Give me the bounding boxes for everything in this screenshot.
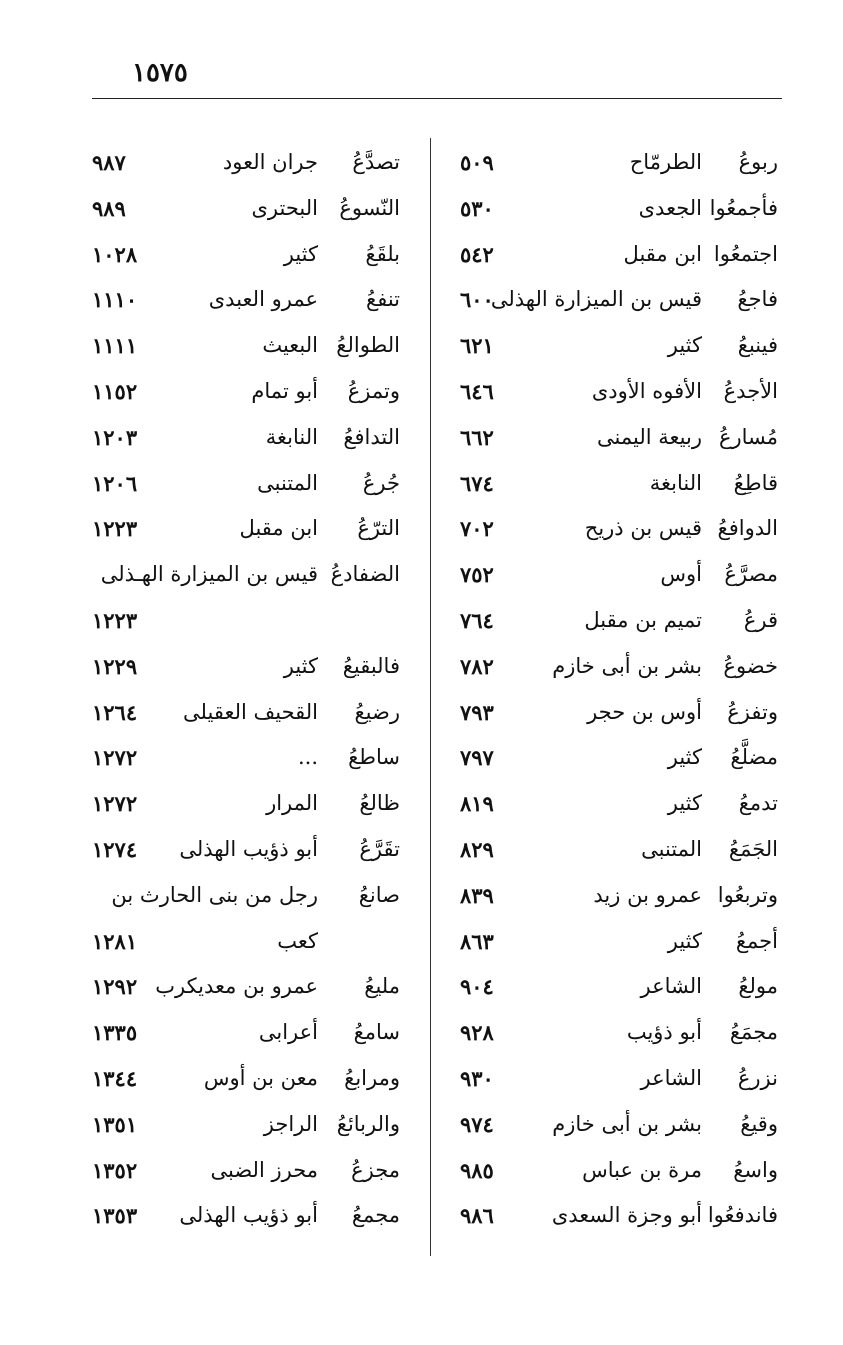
index-entry xyxy=(460,1193,778,1239)
poet-name: البعيث xyxy=(262,333,318,358)
index-entry xyxy=(460,598,778,644)
rhyme-word: النّسوعُ xyxy=(339,195,400,220)
rhyme-word: أجمعُ xyxy=(735,928,778,953)
rhyme-word: التدافعُ xyxy=(343,424,400,449)
index-entry xyxy=(460,827,778,873)
index-entry xyxy=(92,277,400,323)
poet-name: أوس بن حجر xyxy=(587,699,702,724)
page-reference: ١٢٧٢ xyxy=(92,791,138,817)
index-entry xyxy=(460,964,778,1010)
rhyme-word: مليعُ xyxy=(364,974,400,999)
page-reference: ٦٤٦ xyxy=(460,378,494,404)
rhyme-word: تصدَّعُ xyxy=(352,150,400,174)
rhyme-word: ربوعُ xyxy=(738,150,778,174)
poet-name: أبو تمام xyxy=(251,378,318,403)
rhyme-word: تدمعُ xyxy=(738,791,778,816)
index-entry xyxy=(92,919,400,965)
page-reference: ١٢٢٣ xyxy=(92,516,138,542)
rhyme-word: فاجعُ xyxy=(737,287,778,312)
page-reference: ٨١٩ xyxy=(460,791,494,817)
poet-name: بشر بن أبى خازم xyxy=(552,653,702,678)
poet-name: الراجز xyxy=(263,1111,318,1136)
poet-name: الشاعر xyxy=(640,1065,702,1090)
page-reference: ١٣٣٥ xyxy=(92,1020,138,1046)
index-entry xyxy=(460,644,778,690)
poet-name: البحترى xyxy=(251,195,318,220)
index-entry xyxy=(460,277,778,323)
rhyme-word: جُرعُ xyxy=(362,470,400,495)
left-column xyxy=(92,140,400,1239)
poet-name: عمرو بن زيد xyxy=(593,882,702,907)
index-entry xyxy=(460,415,778,461)
index-entry xyxy=(92,690,400,736)
index-entry xyxy=(92,552,400,598)
poet-name: المتنبى xyxy=(257,470,318,495)
index-entry xyxy=(92,873,400,919)
rhyme-word: وتربعُوا xyxy=(717,882,778,907)
page-reference: ٨٢٩ xyxy=(460,836,494,862)
index-entry xyxy=(460,781,778,827)
rhyme-word: نزرعُ xyxy=(737,1065,778,1090)
page-reference: ٩٧٤ xyxy=(460,1111,494,1137)
index-entry xyxy=(92,506,400,552)
page-reference: ٩٨٧ xyxy=(92,150,126,175)
index-entry xyxy=(460,369,778,415)
page-reference: ١٢٧٤ xyxy=(92,836,138,862)
rhyme-word: تنفعُ xyxy=(366,287,400,312)
poet-name: معن بن أوس xyxy=(203,1065,318,1090)
rhyme-word: ساطعُ xyxy=(348,745,400,770)
page-reference: ٦٢١ xyxy=(460,333,494,359)
page-reference: ٩٠٤ xyxy=(460,974,494,1000)
page-reference: ١٠٢٨ xyxy=(92,241,138,267)
poet-name: أبو ذؤيب xyxy=(626,1020,702,1045)
poet-name: القحيف العقيلى xyxy=(183,699,318,724)
poet-name: المرار xyxy=(266,791,318,816)
index-entry xyxy=(460,1102,778,1148)
rhyme-word: الطوالعُ xyxy=(336,333,400,358)
rhyme-word: قرعُ xyxy=(743,607,778,632)
page-reference: ١٢٧٢ xyxy=(92,745,138,771)
poet-name: محرز الضبى xyxy=(210,1157,318,1182)
index-entry xyxy=(92,644,400,690)
rhyme-word: تقَرَّعُ xyxy=(359,836,400,861)
poet-name: كعب xyxy=(277,928,318,953)
rhyme-word: فينبعُ xyxy=(737,333,778,358)
poet-name: قيس بن الميزارة الهذلى xyxy=(490,287,702,312)
rhyme-word: فأجمعُوا xyxy=(709,195,778,220)
index-entry xyxy=(460,1056,778,1102)
index-entry xyxy=(92,186,400,232)
rhyme-word: مجمَعُ xyxy=(729,1020,778,1045)
index-entry xyxy=(92,415,400,461)
rhyme-word: مجزعُ xyxy=(351,1157,400,1182)
index-entry xyxy=(92,1010,400,1056)
index-entry xyxy=(460,690,778,736)
page-reference: ٦٦٢ xyxy=(460,424,494,450)
index-entry xyxy=(92,1056,400,1102)
poet-name: أعرابى xyxy=(258,1020,318,1045)
page-reference: ٨٣٩ xyxy=(460,882,494,908)
page-reference: ٧٩٣ xyxy=(460,699,494,725)
rhyme-word: الدوافعُ xyxy=(717,516,778,541)
page-reference: ٦٧٤ xyxy=(460,470,494,496)
page-reference: ١٣٥١ xyxy=(92,1111,138,1137)
index-entry xyxy=(460,919,778,965)
page-reference: ١٣٥٢ xyxy=(92,1157,138,1183)
page-reference: ١١١٠ xyxy=(92,287,138,313)
poet-name: عمرو بن معديكرب xyxy=(155,974,318,999)
poet-name: عمرو العبدى xyxy=(208,287,318,312)
index-entry xyxy=(460,1148,778,1194)
page-reference: ٦٠٠ xyxy=(460,287,494,313)
poet-name: أوس xyxy=(660,562,702,587)
page-reference: ١٣٥٣ xyxy=(92,1203,138,1229)
index-entry xyxy=(92,781,400,827)
page-reference: ١١٥٢ xyxy=(92,378,138,404)
header-rule xyxy=(92,98,782,99)
rhyme-word: الأجدعُ xyxy=(723,378,778,403)
index-entry xyxy=(92,140,400,186)
poet-name: الجعدى xyxy=(638,195,702,220)
poet-name: قيس بن الميزارة الهـذلى xyxy=(100,562,318,587)
page-reference: ٩٨٩ xyxy=(92,195,126,221)
rhyme-word: مولعُ xyxy=(738,974,778,999)
poet-name: كثير xyxy=(667,928,702,953)
index-entry xyxy=(92,598,400,644)
poet-name: ... xyxy=(297,745,318,770)
rhyme-word: واسعُ xyxy=(733,1157,778,1182)
rhyme-word: وقيعُ xyxy=(740,1111,778,1136)
poet-name: مرة بن عباس xyxy=(582,1157,702,1182)
index-entry xyxy=(460,323,778,369)
index-entry xyxy=(92,1148,400,1194)
page-reference: ٩٢٨ xyxy=(460,1020,494,1046)
index-entry xyxy=(460,873,778,919)
rhyme-word: مصرَّعُ xyxy=(724,562,778,587)
right-column xyxy=(460,140,778,1239)
rhyme-word: وتفزعُ xyxy=(727,699,778,724)
page-reference: ٨٦٣ xyxy=(460,928,494,954)
index-entry xyxy=(92,735,400,781)
rhyme-word: صانعُ xyxy=(358,882,400,907)
rhyme-word: الضفادعُ xyxy=(330,562,400,587)
page-reference: ٧٥٢ xyxy=(460,562,494,588)
index-entry xyxy=(92,232,400,278)
index-entry xyxy=(460,735,778,781)
page-number: ١٥٧٥ xyxy=(132,58,188,88)
index-entry xyxy=(460,461,778,507)
column-divider xyxy=(430,138,431,1256)
index-entry xyxy=(92,323,400,369)
index-entry xyxy=(460,506,778,552)
index-entry xyxy=(92,1102,400,1148)
page-reference: ٥٤٢ xyxy=(460,241,494,267)
index-entry xyxy=(92,827,400,873)
index-entry xyxy=(460,1010,778,1056)
poet-name: أبو ذؤيب الهذلى xyxy=(179,836,318,861)
poet-name: كثير xyxy=(667,333,702,358)
rhyme-word: ظالعُ xyxy=(359,791,400,816)
page-reference: ٩٨٥ xyxy=(460,1157,494,1183)
poet-name: بشر بن أبى خازم xyxy=(552,1111,702,1136)
page-reference: ١١١١ xyxy=(92,333,138,359)
rhyme-word: رضيعُ xyxy=(354,699,400,724)
page-reference: ٧٩٧ xyxy=(460,745,494,771)
rhyme-word: الجَمَعُ xyxy=(728,836,778,861)
page-reference: ٥٠٩ xyxy=(460,150,494,175)
poet-name: رجل من بنى الحارث بن xyxy=(111,882,318,907)
poet-name: جران العود xyxy=(222,150,318,174)
page-reference: ٩٨٦ xyxy=(460,1203,494,1229)
poet-name: ربيعة اليمنى xyxy=(597,424,702,449)
index-entry xyxy=(460,552,778,598)
poet-name: النابغة xyxy=(265,424,318,449)
rhyme-word: فاندفعُوا xyxy=(707,1203,778,1228)
poet-name: ابن مقبل xyxy=(623,241,702,266)
poet-name: كثير xyxy=(283,653,318,678)
page-reference: ١٢٦٤ xyxy=(92,699,138,725)
index-entry xyxy=(460,140,778,186)
rhyme-word: الترّعُ xyxy=(357,516,400,541)
poet-name: كثير xyxy=(667,745,702,770)
poet-name: المتنبى xyxy=(641,836,702,861)
page-reference: ١٢٢٩ xyxy=(92,653,138,679)
poet-name: الشاعر xyxy=(640,974,702,999)
index-entry xyxy=(92,461,400,507)
rhyme-word: مُسارعُ xyxy=(718,424,778,449)
rhyme-word: مجمعُ xyxy=(351,1203,400,1228)
page-reference: ٥٣٠ xyxy=(460,195,494,221)
page-reference: ١٢٠٦ xyxy=(92,470,138,496)
page-reference: ٧٠٢ xyxy=(460,516,494,542)
poet-name: تميم بن مقبل xyxy=(584,607,702,632)
index-entry xyxy=(92,1193,400,1239)
poet-name: ابن مقبل xyxy=(239,516,318,541)
page-reference: ١٣٤٤ xyxy=(92,1065,138,1091)
rhyme-word: والربائعُ xyxy=(336,1111,400,1136)
rhyme-word: سامعُ xyxy=(353,1020,400,1045)
index-entry xyxy=(92,964,400,1010)
poet-name: النابغة xyxy=(649,470,702,495)
rhyme-word: قاطِعُ xyxy=(733,470,778,495)
rhyme-word: بلقَعُ xyxy=(365,241,400,266)
poet-name: الأفوه الأودى xyxy=(591,378,702,403)
poet-name: كثير xyxy=(667,791,702,816)
poet-name: قيس بن ذريح xyxy=(584,516,702,541)
page-reference: ٩٣٠ xyxy=(460,1065,494,1091)
index-entry xyxy=(460,186,778,232)
page-reference: ١٢٨١ xyxy=(92,928,138,954)
rhyme-word: اجتمعُوا xyxy=(713,241,778,266)
index-entry xyxy=(460,232,778,278)
rhyme-word: فالبقيعُ xyxy=(342,653,400,678)
rhyme-word: مضلَّعُ xyxy=(730,745,778,770)
poet-name: أبو ذؤيب الهذلى xyxy=(179,1203,318,1228)
rhyme-word: وتمزعُ xyxy=(347,378,400,403)
poet-name: الطرمّاح xyxy=(629,150,702,174)
page-reference: ١٢٢٣ xyxy=(92,607,138,633)
page-reference: ٧٨٢ xyxy=(460,653,494,679)
page-reference: ١٢٠٣ xyxy=(92,424,138,450)
page-reference: ١٢٩٢ xyxy=(92,974,138,1000)
rhyme-word: خضوعُ xyxy=(723,653,778,678)
poet-name: كثير xyxy=(283,241,318,266)
page-reference: ٧٦٤ xyxy=(460,607,494,633)
index-entry xyxy=(92,369,400,415)
poet-name: أبو وجزة السعدى xyxy=(551,1203,702,1228)
rhyme-word: ومرابعُ xyxy=(344,1065,400,1090)
